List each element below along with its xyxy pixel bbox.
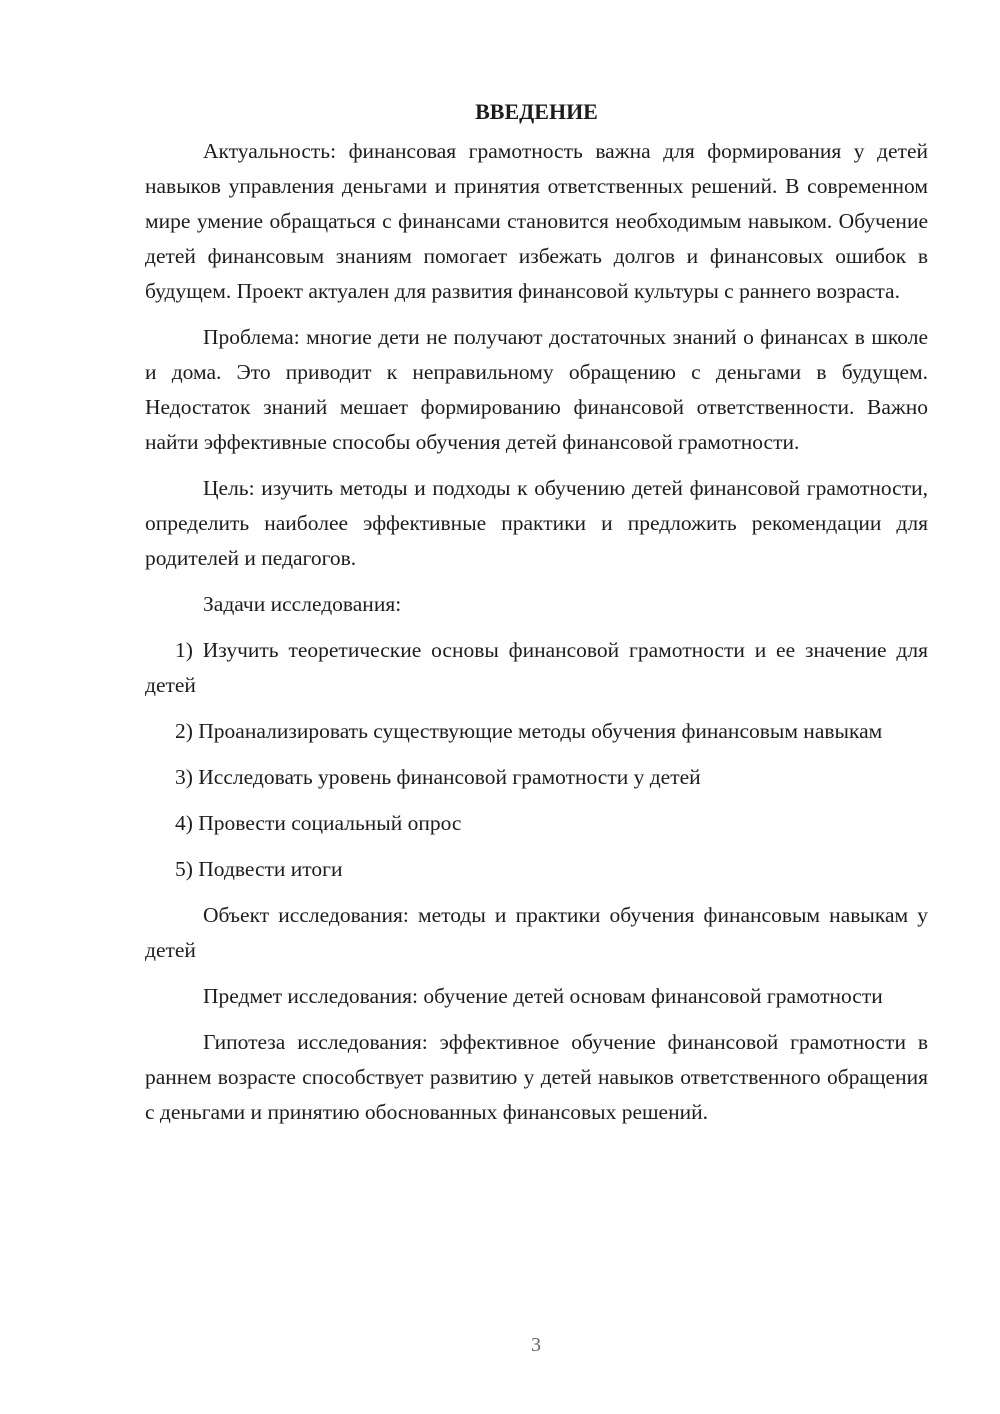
task-item-2: 2) Проанализировать существующие методы обучения финансовым навыкам — [175, 719, 883, 743]
object-paragraph: Объект исследования: методы и практики обучения финансовым навыкам у детей — [145, 903, 928, 962]
page-number: 3 — [531, 1334, 541, 1356]
subject-paragraph: Предмет исследования: обучение детей основам финансовой грамотности — [203, 984, 883, 1008]
hypothesis-paragraph: Гипотеза исследования: эффективное обучение финансовой грамотности в раннем возрасте способствует развитию у детей навыков ответственного обращения с деньгами и принятию обоснованных финансовых решений. — [145, 1030, 928, 1124]
goal-paragraph: Цель: изучить методы и подходы к обучению детей финансовой грамотности, определить наиболее эффективные практики и предложить рекомендации для родителей и педагогов. — [145, 476, 928, 570]
page-content — [145, 96, 928, 1141]
relevance-paragraph: Актуальность: финансовая грамотность важна для формирования у детей навыков управления деньгами и принятия ответственных решений. В современном мире умение обращаться с финансами становится необходимым навыком. Обучение детей финансовым знаниям помогает избежать долгов и финансовых ошибок в будущем. Проект актуален для развития финансовой культуры с раннего возраста. — [145, 139, 928, 303]
task-item-5: 5) Подвести итоги — [175, 857, 343, 881]
problem-paragraph: Проблема: многие дети не получают достаточных знаний о финансах в школе и дома. Это приводит к неправильному обращению с деньгами в будущем. Недостаток знаний мешает формированию финансовой ответственности. Важно найти эффективные способы обучения детей финансовой грамотности. — [145, 325, 928, 454]
task-item-1: 1) Изучить теоретические основы финансовой грамотности и ее значение для детей — [145, 638, 928, 697]
page-title: ВВЕДЕНИЕ — [475, 99, 598, 124]
task-item-4: 4) Провести социальный опрос — [175, 811, 462, 835]
task-item-3: 3) Исследовать уровень финансовой грамотности у детей — [175, 765, 701, 789]
tasks-heading: Задачи исследования: — [203, 592, 402, 616]
